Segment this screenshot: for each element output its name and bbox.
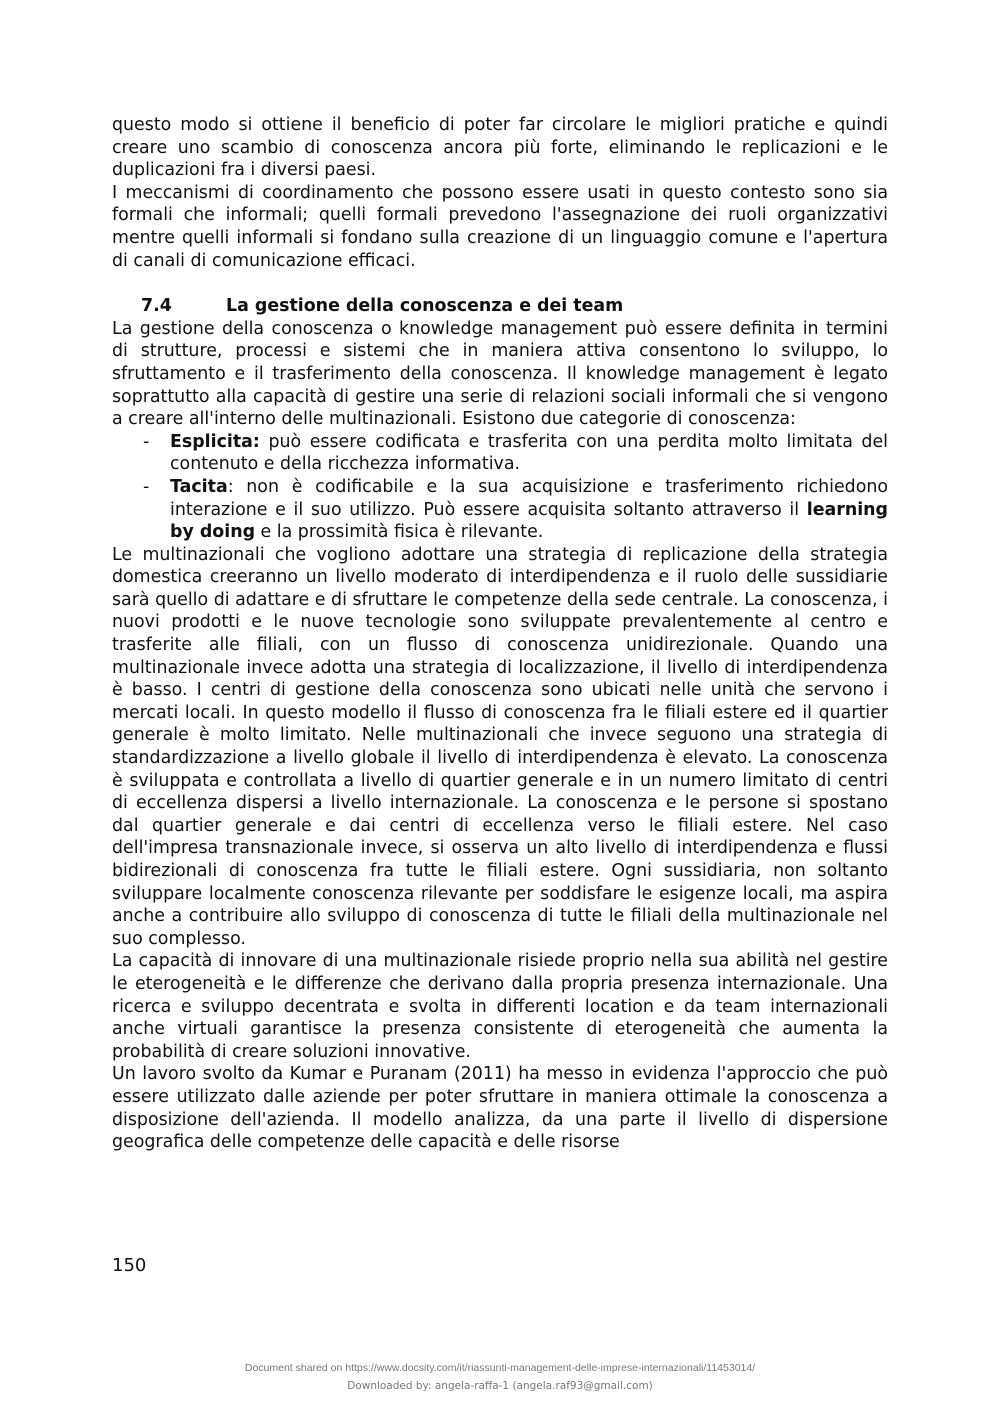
- footer-shared-link[interactable]: Document shared on https://www.docsity.com/it/riassunti-management-delle-imprese-internazionali/11453014/: [244, 1362, 756, 1374]
- section-number: 7.4: [141, 296, 172, 317]
- paragraph: Un lavoro svolto da Kumar e Puranam (2011) ha messo in evidenza l'approccio che può essere utilizzato dalle aziende per poter sfruttare in maniera ottimale la conoscenza a disposizione dell'azienda. Il modello analizza, da una parte il livello di dispersione geografica delle competenze delle capacità e delle risorse: [112, 1064, 888, 1153]
- paragraph: Le multinazionali che vogliono adottare una strategia di replicazione della strategia domestica creeranno un livello moderato di interdipendenza e il ruolo delle sussidiarie sarà quello di adattare e di sfruttare le competenze della sede centrale. La conoscenza, i nuovi prodotti e le nuove tecnologie sono sviluppate prevalentemente al centro e trasferite alle filiali, con un flusso di conoscenza unidirezionale. Quando una multinazionale invece adotta una strategia di localizzazione, il livello di interdipendenza è basso. I centri di gestione della conoscenza sono ubicati nelle unità che servono i mercati locali. In questo modello il flusso di conoscenza fra le filiali estere ed il quartier generale è molto limitato. Nelle multinazionali che invece seguono una strategia di standardizzazione a livello globale il livello di interdipendenza è elevato. La conoscenza è sviluppata e controllata a livello di quartier generale e in un numero limitato di centri di eccellenza dispersi a livello internazionale. La conoscenza e le persone si spostano dal quartier generale e dai centri di eccellenza verso le filiali estere. Nel caso dell'impresa transnazionale invece, si osserva un alto livello di interdipendenza e flussi bidirezionali di conoscenza fra tutte le filiali estere. Ogni sussidiaria, non soltanto sviluppare localmente conoscenza rilevante per soddisfare le esigenze locali, ma aspira anche a contribuire allo sviluppo di conoscenza di tutte le filiali della multinazionale nel suo complesso.: [112, 544, 888, 949]
- definition-esplicita: può essere codificata e trasferita con una perdita molto limitata del contenuto e della ricchezza informativa.: [170, 431, 888, 475]
- term-learning-by-doing: learning by doing: [170, 499, 888, 543]
- paragraph: La gestione della conoscenza o knowledge management può essere definita in termini di strutture, processi e sistemi che in maniera attiva consentono lo sviluppo, lo sfruttamento e il trasferimento della conoscenza. Il knowledge management è legato soprattutto alla capacità di gestire una serie di relazioni sociali informali che si vengono a creare all'interno delle multinazionali. Esistono due categorie di conoscenza:: [112, 318, 888, 430]
- definition-tacita-end: e la prossimità fisica è rilevante.: [255, 522, 544, 543]
- list-dash: -: [143, 431, 150, 452]
- section-title: La gestione della conoscenza e dei team: [226, 296, 624, 317]
- term-esplicita: Esplicita:: [170, 431, 260, 452]
- list-item-esplicita: [112, 431, 888, 476]
- page-number: 150: [112, 1255, 147, 1276]
- list-item-tacita: [112, 476, 888, 544]
- paragraph: I meccanismi di coordinamento che possono essere usati in questo contesto sono sia formali che informali; quelli formali prevedono l'assegnazione dei ruoli organizzativi mentre quelli informali si fondano sulla creazione di un linguaggio comune e l'apertura di canali di comunicazione efficaci.: [112, 182, 888, 271]
- paragraph: questo modo si ottiene il beneficio di poter far circolare le migliori pratiche e quindi creare uno scambio di conoscenza ancora più forte, eliminando le replicazioni e le duplicazioni fra i diversi paesi.: [112, 115, 888, 181]
- section-heading: [112, 295, 888, 318]
- definition-tacita: : non è codificabile e la sua acquisizione e trasferimento richiedono interazione e il suo utilizzo. Può essere acquisita soltanto attraverso il: [170, 476, 888, 520]
- list-dash: -: [143, 476, 150, 497]
- spacer: [112, 272, 888, 295]
- knowledge-categories-list: [112, 431, 888, 544]
- paragraph: La capacità di innovare di una multinazionale risiede proprio nella sua abilità nel gestire le eterogeneità e le differenze che derivano dalla propria presenza internazionale. Una ricerca e sviluppo decentrata e svolta in differenti location e da team internazionali anche virtuali garantisce la presenza consistente di eterogeneità che aumenta la probabilità di creare soluzioni innovative.: [112, 951, 888, 1062]
- term-tacita: Tacita: [170, 476, 228, 497]
- page-content: [112, 114, 888, 1154]
- footer-downloaded-by: Downloaded by: angela-raffa-1 (angela.raf93@gmail.com): [347, 1380, 653, 1392]
